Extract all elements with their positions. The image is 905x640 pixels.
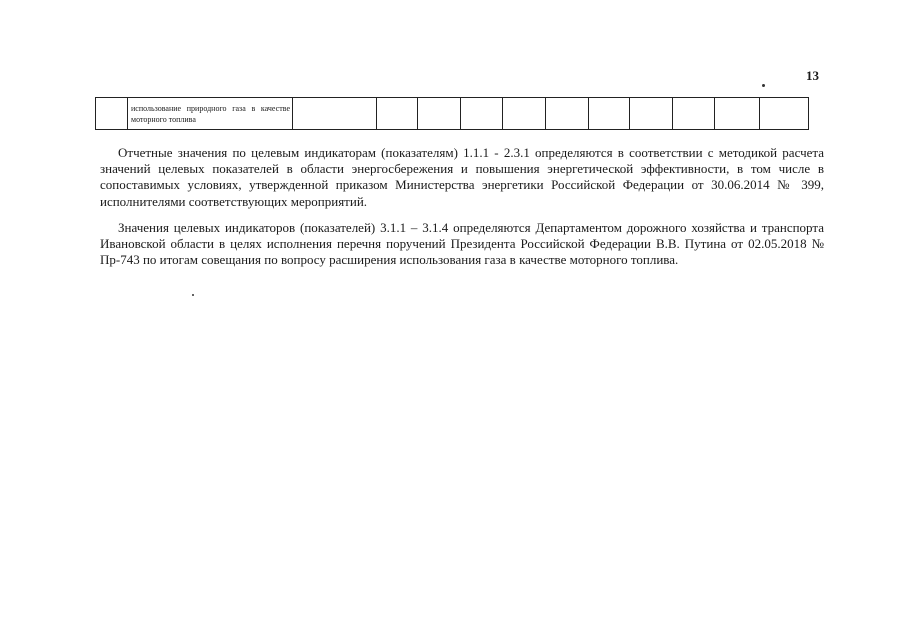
table-cell-value	[589, 98, 630, 130]
table-cell-value	[503, 98, 546, 130]
table-cell-value	[630, 98, 673, 130]
scan-speck	[192, 294, 194, 296]
table-cell-value	[760, 98, 809, 130]
table-cell-unit	[293, 98, 377, 130]
table-cell-value	[715, 98, 760, 130]
scan-speck	[762, 84, 765, 87]
table-cell-value	[461, 98, 503, 130]
table-cell-value	[418, 98, 461, 130]
table-cell-indicator-name: использование природного газа в качестве моторного топлива	[128, 98, 293, 130]
table-cell-value	[673, 98, 715, 130]
table-cell-value	[546, 98, 589, 130]
table-cell-number	[96, 98, 128, 130]
table-row	[96, 98, 809, 130]
body-paragraph: Отчетные значения по целевым индикаторам (показателям) 1.1.1 - 2.3.1 определяются в соответствии с методикой расчета значений целевых показателей в области энергосбережения и повышения энергетической эффективности, в том числе в сопоставимых условиях, утвержденной приказом Министерства энергетики Российской Федерации от 30.06.2014 № 399, исполнителями соответствующих мероприятий.	[100, 145, 824, 209]
indicator-table-continuation	[95, 97, 809, 130]
page-number: 13	[806, 68, 819, 83]
table-cell-value	[377, 98, 418, 130]
body-paragraph: Значения целевых индикаторов (показателей) 3.1.1 – 3.1.4 определяются Департаментом дорожного хозяйства и транспорта Ивановской области в целях исполнения перечня поручений Президента Российской Федерации В.В. Путина от 02.05.2018 № Пр-743 по итогам совещания по вопросу расширения использования газа в качестве моторного топлива.	[100, 220, 824, 268]
